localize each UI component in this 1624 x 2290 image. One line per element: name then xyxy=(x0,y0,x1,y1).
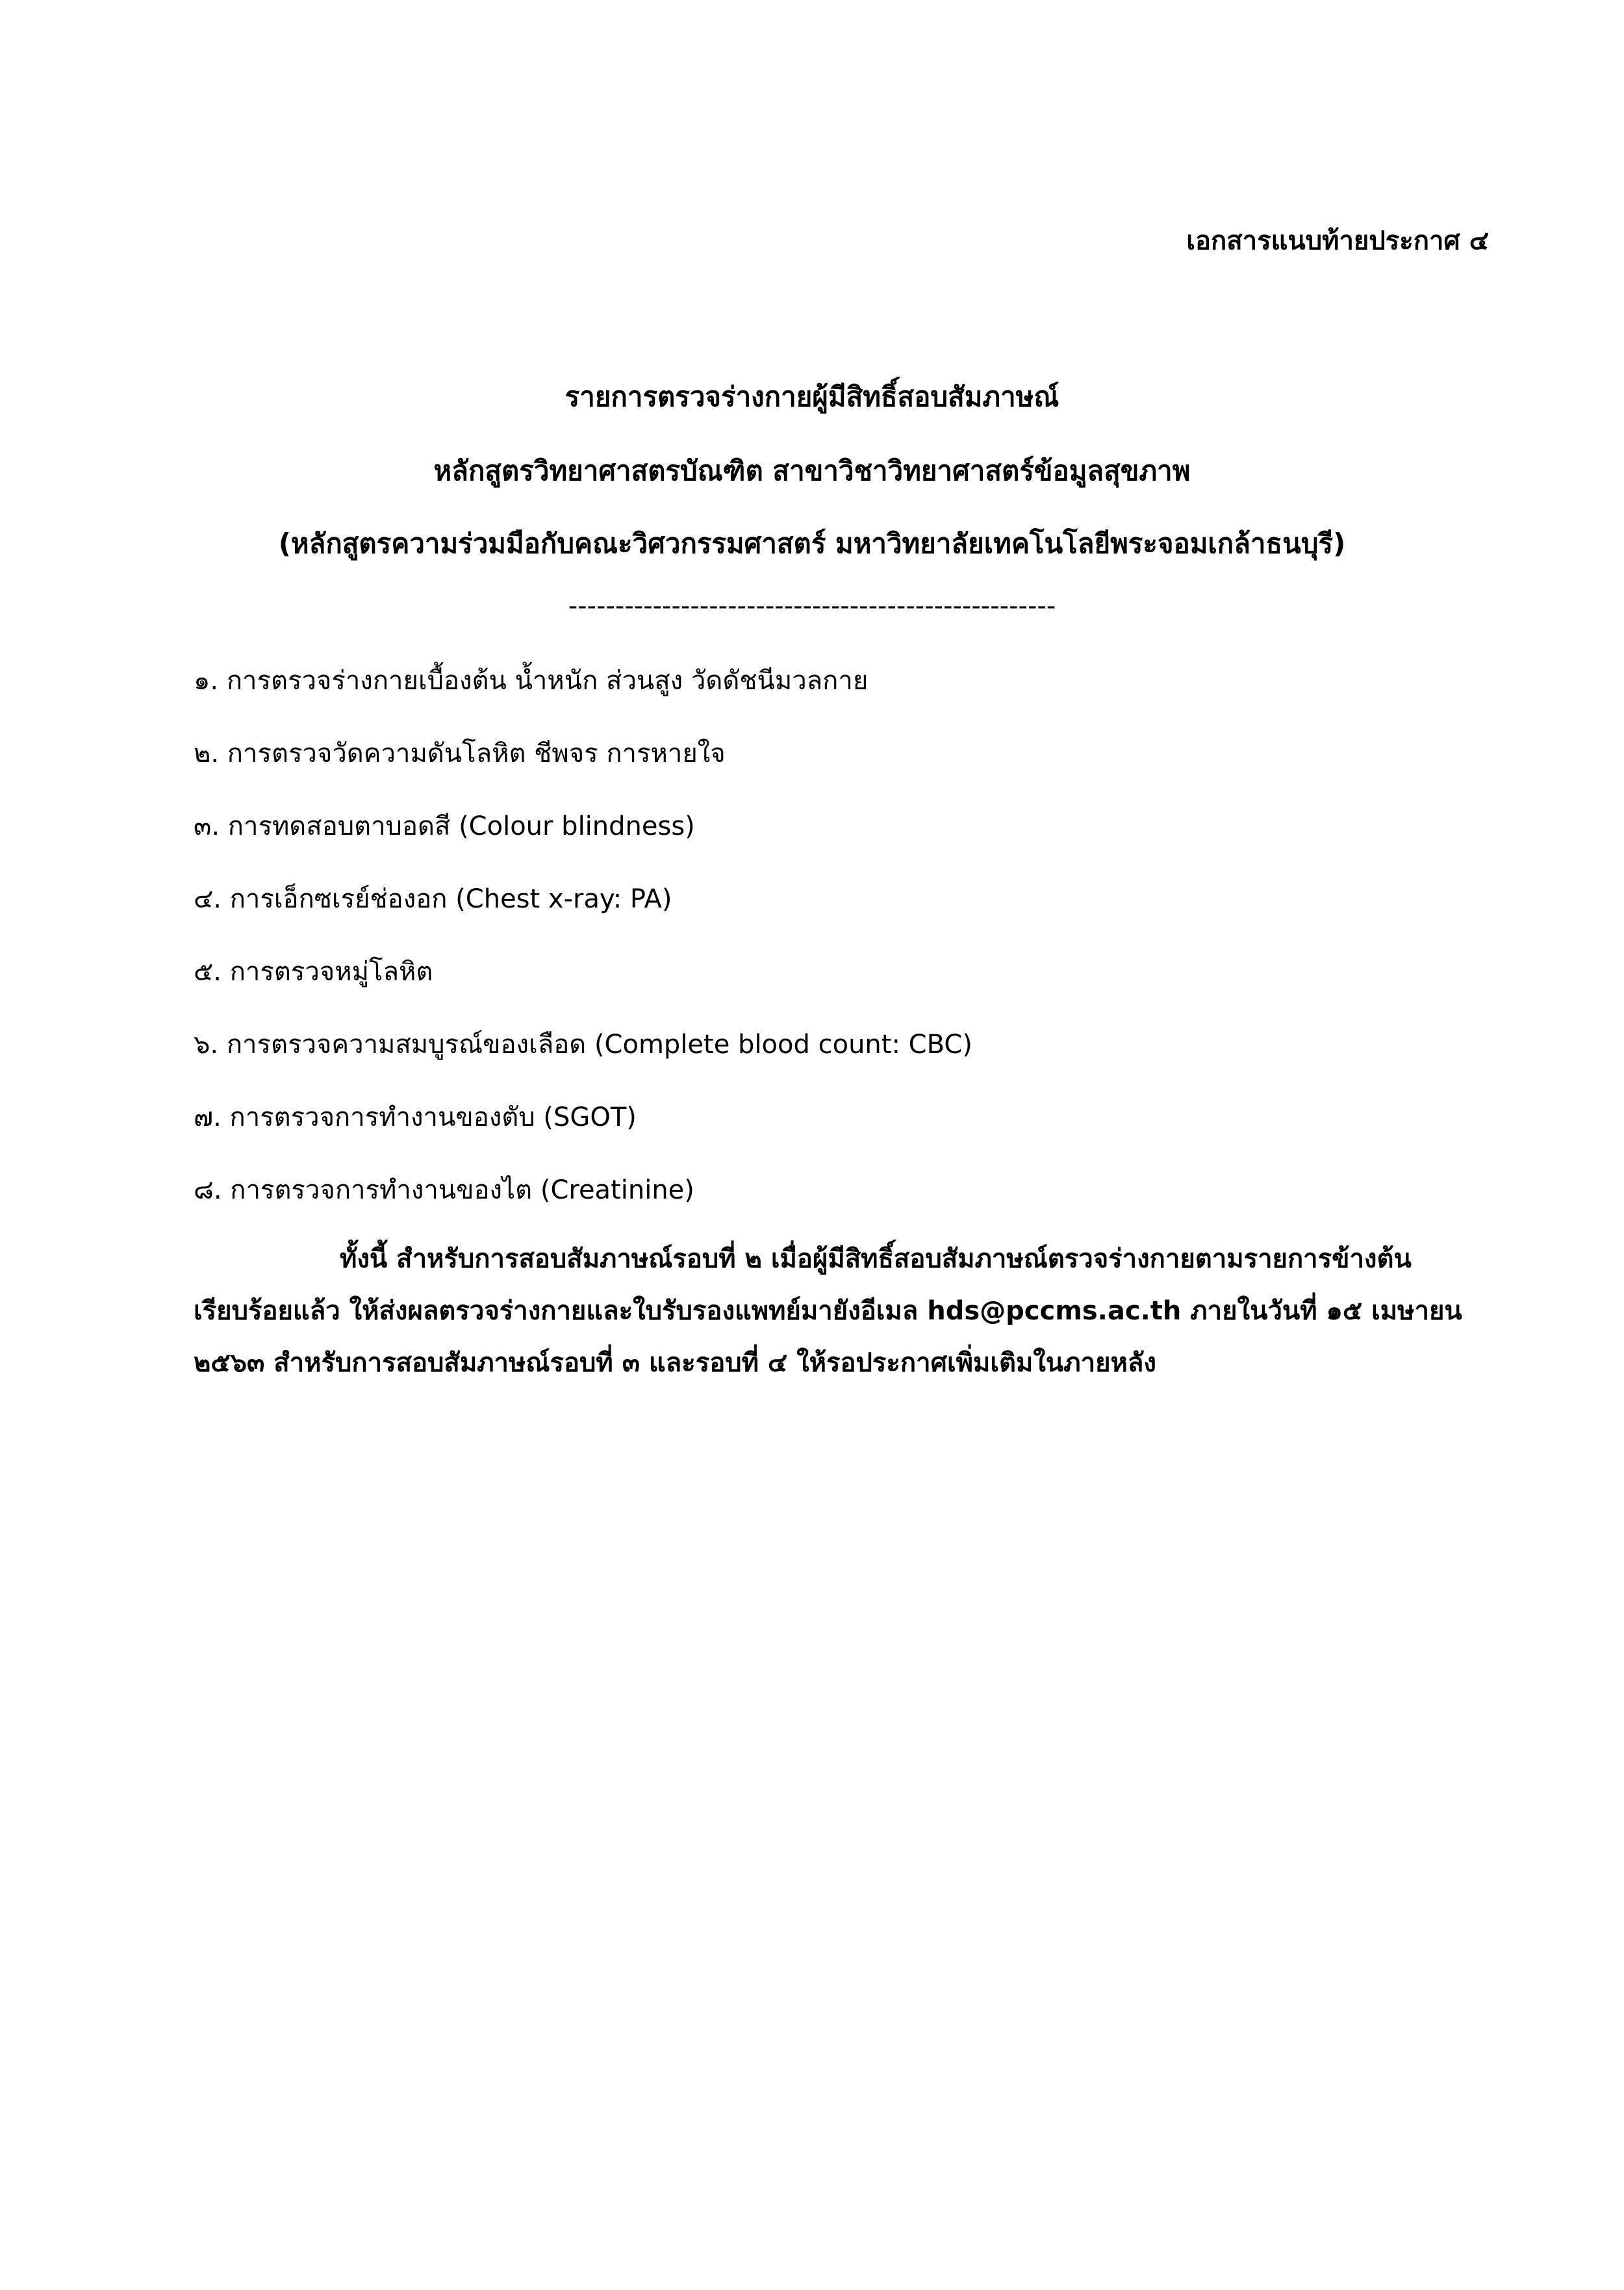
exam-item: ๑. การตรวจร่างกายเบื้องต้น น้ำหนัก ส่วนสูง วัดดัชนีมวลกาย xyxy=(194,666,869,696)
collaboration-note: (หลักสูตรความร่วมมือกับคณะวิศวกรรมศาสตร์ มหาวิทยาลัยเทคโนโลยีพระจอมเกล้าธนบุรี) xyxy=(278,528,1346,559)
instruction-paragraph xyxy=(194,1233,1467,1389)
exam-item: ๓. การทดสอบตาบอดสี (Colour blindness) xyxy=(194,811,695,841)
paragraph-line: เรียบร้อยแล้ว ให้ส่งผลตรวจร่างกายและใบรับรองแพทย์มายังอีเมล hds@pccms.ac.th ภายในวันที่ ๑๕ เมษายน xyxy=(194,1296,1462,1326)
exam-item-list xyxy=(194,663,972,1245)
paragraph-line: ๒๕๖๓ สำหรับการสอบสัมภาษณ์รอบที่ ๓ และรอบที่ ๔ ให้รอประกาศเพิ่มเติมในภายหลัง xyxy=(194,1348,1156,1378)
paragraph-line: ทั้งนี้ สำหรับการสอบสัมภาษณ์รอบที่ ๒ เมื่อผู้มีสิทธิ์สอบสัมภาษณ์ตรวจร่างกายตามรายการข้างต้น xyxy=(340,1244,1412,1274)
exam-item: ๗. การตรวจการทำงานของตับ (SGOT) xyxy=(194,1102,637,1132)
exam-item: ๒. การตรวจวัดความดันโลหิต ชีพจร การหายใจ xyxy=(194,739,726,769)
program-name: หลักสูตรวิทยาศาสตรบัณฑิต สาขาวิชาวิทยาศาสตร์ข้อมูลสุขภาพ xyxy=(433,455,1191,487)
exam-item: ๔. การเอ็กซเรย์ช่องอก (Chest x-ray: PA) xyxy=(194,884,672,914)
exam-item: ๕. การตรวจหมู่โลหิต xyxy=(194,957,433,987)
exam-item: ๖. การตรวจความสมบูรณ์ของเลือด (Complete blood count: CBC) xyxy=(194,1030,972,1060)
document-title: รายการตรวจร่างกายผู้มีสิทธิ์สอบสัมภาษณ์ xyxy=(565,381,1059,413)
separator-line: ---------------------------------------------------- xyxy=(568,591,1056,621)
exam-item: ๘. การตรวจการทำงานของไต (Creatinine) xyxy=(194,1175,694,1205)
annex-label: เอกสารแนบท้ายประกาศ ๔ xyxy=(1186,226,1489,256)
